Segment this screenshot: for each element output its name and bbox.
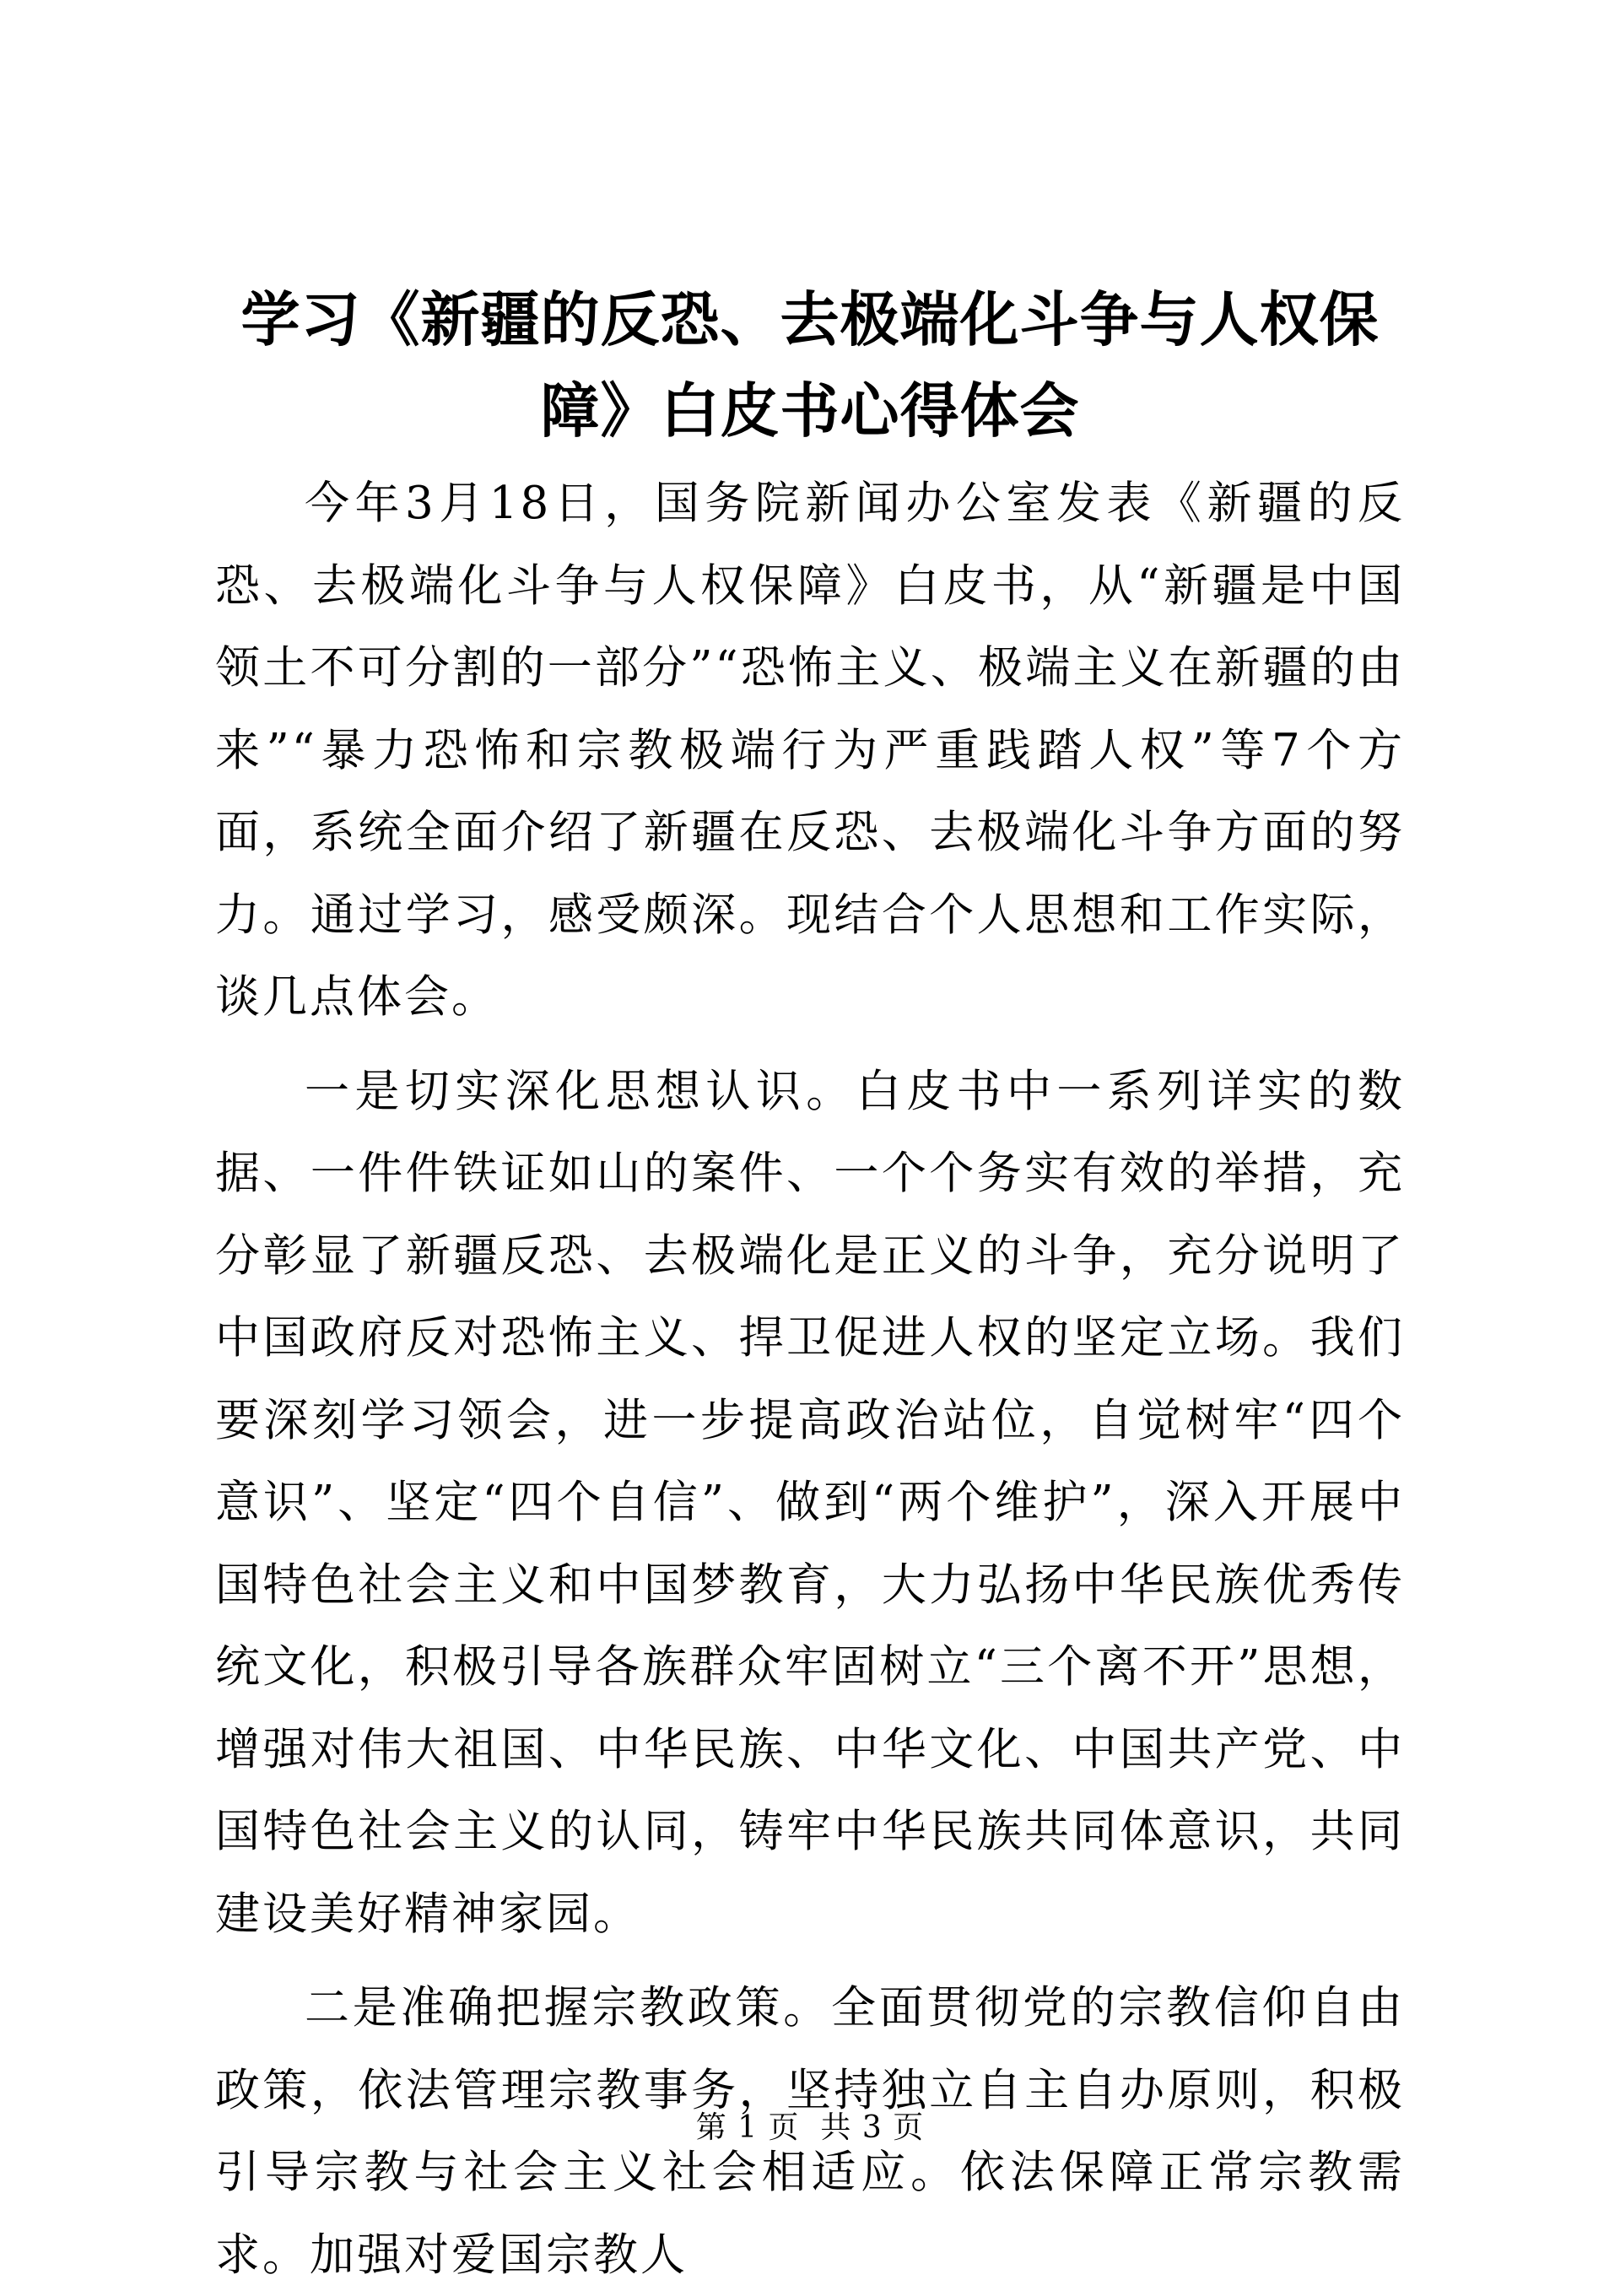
document-body (215, 462, 1405, 2296)
document-title: 学习《新疆的反恐、去极端化斗争与人权保障》白皮书心得体会 (240, 285, 1380, 446)
page-footer (0, 2107, 1620, 2149)
paragraph-point-one: 一是切实深化思想认识。白皮书中一系列详实的数据、一件件铁证如山的案件、一个个务实有效的举措，充分彰显了新疆反恐、去极端化是正义的斗争，充分说明了中国政府反对恐怖主义、捍卫促进人权的坚定立场。我们要深刻学习领会，进一步提高政治站位，自觉树牢“四个意识”、坚定“四个自信”、做到“两个维护”，深入开展中国特色社会主义和中国梦教育，大力弘扬中华民族优秀传统文化，积极引导各族群众牢固树立“三个离不开”思想，增强对伟大祖国、中华民族、中华文化、中国共产党、中国特色社会主义的认同，铸牢中华民族共同体意识，共同建设美好精神家园。 (215, 1065, 1405, 1940)
paragraph-intro: 今年3月18日，国务院新闻办公室发表《新疆的反恐、去极端化斗争与人权保障》白皮书，从“新疆是中国领土不可分割的一部分”“恐怖主义、极端主义在新疆的由来”“暴力恐怖和宗教极端行为严重践踏人权”等7个方面，系统全面介绍了新疆在反恐、去极端化斗争方面的努力。通过学习，感受颇深。现结合个人思想和工作实际，谈几点体会。 (215, 478, 1405, 1023)
paragraph-point-two: 二是准确把握宗教政策。全面贯彻党的宗教信仰自由政策，依法管理宗教事务，坚持独立自主自办原则，积极引导宗教与社会主义社会相适应。依法保障正常宗教需求。加强对爱国宗教人 (215, 1982, 1405, 2281)
page-number-label: 第 1 页 共 3 页 (695, 2110, 925, 2145)
